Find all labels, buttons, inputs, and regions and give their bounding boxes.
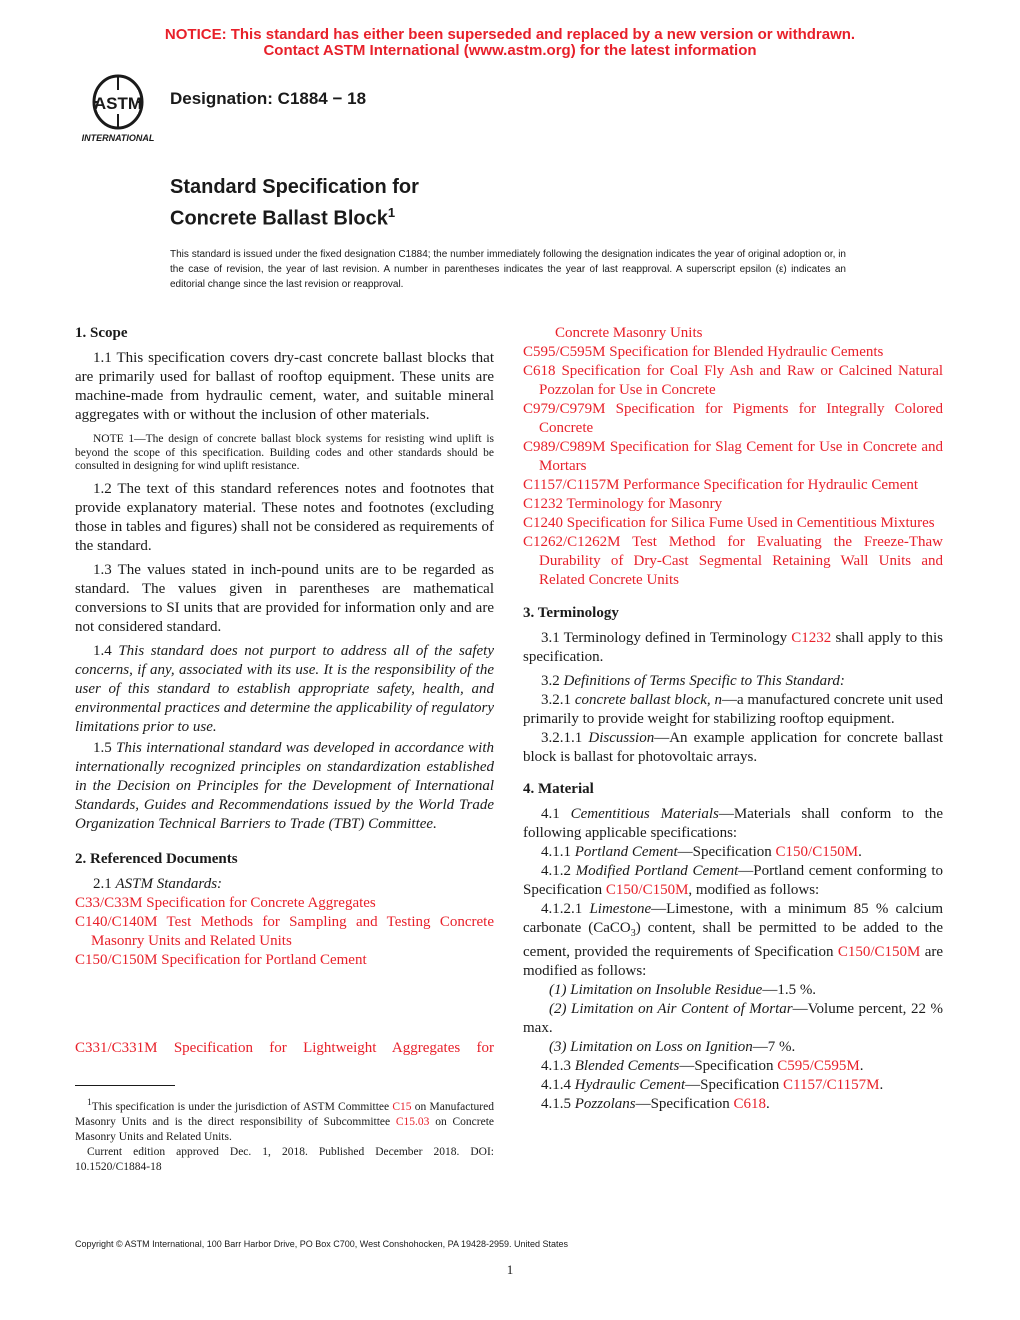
- ref-c595[interactable]: C595/C595M Specification for Blended Hydraulic Cements: [523, 344, 884, 360]
- page-number: 1: [506, 1262, 514, 1277]
- para-3-2: 3.2 Definitions of Terms Specific to This Standard:: [541, 673, 845, 689]
- note-1: NOTE 1—The design of concrete ballast block systems for resisting wind uplift is beyond the scope of this specification. Building codes and other standards should be consulted in designing for wind uplift resistance.: [75, 433, 494, 472]
- title-line-1: Standard Specification for: [170, 176, 419, 198]
- footnote-edition: Current edition approved Dec. 1, 2018. Published December 2018. DOI: 10.1520/C1884-18: [75, 1145, 494, 1173]
- footnote-1: $^1$This specification is under the jurisdiction of ASTM Committee C15 on Manufactured Masonry Units and is the direct responsibility of Subcommittee C15.03 on Concrete Masonry Units and Related Units. Current edition approved Dec. 1, 2018. Published December 2018. DOI: 10.1520/C1884-18: [75, 1097, 494, 1173]
- ref-c989[interactable]: C989/C989M Specification for Slag Cement for Use in Concrete and Mortars: [523, 439, 943, 474]
- ref-c1157[interactable]: C1157/C1157M Performance Specification for Hydraulic Cement: [523, 477, 919, 493]
- c150-link-1[interactable]: C150/C150M: [775, 844, 859, 860]
- section-heading-terminology: 3. Terminology: [523, 605, 619, 621]
- para-1-2: 1.2 The text of this standard references notes and footnotes that provide explanatory material. These notes and footnotes (excluding those in tables and figures) shall not be considered as requirements of the standard.: [75, 480, 494, 554]
- limitation-3: (3) Limitation on Loss on Ignition—7 %.: [549, 1039, 796, 1055]
- logo-caption: INTERNATIONAL: [81, 133, 155, 143]
- document-title: [170, 174, 419, 232]
- c595-link[interactable]: C595/C595M: [777, 1058, 860, 1074]
- right-column: [523, 324, 943, 1114]
- ref-c1240[interactable]: C1240 Specification for Silica Fume Used in Cementitious Mixtures: [523, 515, 935, 531]
- footnote-c15-link[interactable]: C15: [392, 1100, 412, 1113]
- para-4-1-2-1: 4.1.2.1 Limestone—Limestone, with a minimum 85 % calcium carbonate (CaCO$_3$) content, shall be permitted to be added to the cement, provided the requirements of Specification C150/C150M are modified as follows:: [523, 901, 944, 979]
- ref-c1262[interactable]: C1262/C1262M Test Method for Evaluating the Freeze-Thaw Durability of Dry-Cast Segmental Retaining Wall Units and Related Concrete Units: [523, 534, 944, 588]
- copyright: Copyright © ASTM International, 100 Barr Harbor Drive, PO Box C700, West Conshohocken, PA 19428-2959. United States: [75, 1239, 569, 1249]
- footnote-rule: [75, 1085, 175, 1086]
- ref-c33[interactable]: C33/C33M Specification for Concrete Aggregates: [75, 894, 376, 911]
- para-2-1: 2.1 ASTM Standards:: [93, 875, 223, 892]
- ref-c331-continued[interactable]: Concrete Masonry Units: [555, 325, 703, 341]
- para-4-1: 4.1 Cementitious Materials—Materials shall conform to the following applicable specifications:: [523, 806, 943, 841]
- c1157-link[interactable]: C1157/C1157M: [783, 1077, 880, 1093]
- limitation-1: (1) Limitation on Insoluble Residue—1.5 %.: [549, 982, 817, 998]
- ref-c150[interactable]: C150/C150M Specification for Portland Cement: [75, 951, 367, 968]
- section-heading-scope: 1. Scope: [75, 325, 128, 341]
- astm-logo: [76, 72, 160, 144]
- footnote-c1503-link[interactable]: C15.03: [395, 1115, 430, 1128]
- para-3-2-1: 3.2.1 concrete ballast block, n—a manufactured concrete unit used primarily to provide weight for stabilizing rooftop equipment.: [523, 692, 943, 727]
- ref-c618[interactable]: C618 Specification for Coal Fly Ash and Raw or Calcined Natural Pozzolan for Use in Concrete: [523, 363, 944, 398]
- c150-link-3[interactable]: C150/C150M: [837, 944, 921, 960]
- section-heading-material: 4. Material: [523, 781, 594, 797]
- ref-c140[interactable]: C140/C140M Test Methods for Sampling and Testing Concrete Masonry Units and Related Units: [75, 913, 494, 949]
- para-4-1-2: 4.1.2 Modified Portland Cement—Portland cement conforming to Specification C150/C150M, modified as follows:: [523, 863, 943, 898]
- ref-c979[interactable]: C979/C979M Specification for Pigments for Integrally Colored Concrete: [523, 401, 944, 436]
- notice-line-2: Contact ASTM International (www.astm.org) for the latest information: [263, 42, 757, 59]
- ref-c331-text-part: Specification for Lightweight Aggregates for: [173, 1040, 494, 1056]
- left-column: [75, 324, 494, 970]
- para-1-1: 1.1 This specification covers dry-cast concrete ballast blocks that are primarily used for ballast of rooftop equipment. These units are machine-made from hydraulic cement, water, and suitable mineral aggregates with or without the inclusion of other materials.: [75, 350, 494, 423]
- limitation-2: (2) Limitation on Air Content of Mortar—Volume percent, 22 % max.: [523, 1001, 944, 1036]
- para-3-2-1-1: 3.2.1.1 Discussion—An example application for concrete ballast block is ballast for photovoltaic arrays.: [523, 730, 944, 765]
- title-footnote-mark: 1: [387, 205, 396, 220]
- para-1-5: 1.5 This international standard was developed in accordance with internationally recognized principles on standardization established in the Decision on Principles for the Development of International Standards, Guides and Recommendations issued by the World Trade Organization Technical Barriers to Trade (TBT) Committee.: [75, 739, 494, 832]
- para-4-1-5: 4.1.5 Pozzolans—Specification C618.: [541, 1096, 770, 1112]
- term-c1232-link[interactable]: C1232: [791, 630, 832, 646]
- c150-link-2[interactable]: C150/C150M: [605, 882, 689, 898]
- ref-c1232[interactable]: C1232 Terminology for Masonry: [523, 496, 723, 512]
- c618-link[interactable]: C618: [733, 1096, 766, 1112]
- para-1-4: 1.4 This standard does not purport to address all of the safety concerns, if any, associated with its use. It is the responsibility of the user of this standard to establish appropriate safety, health, and environmental practices and determine the applicability of regulatory limitations prior to use.: [75, 642, 495, 735]
- section-heading-referenced: 2. Referenced Documents: [75, 850, 238, 867]
- designation: Designation: C1884 − 18: [170, 89, 367, 108]
- ref-c331-start[interactable]: C331/C331M Specification for Lightweight Aggregates for: [75, 1040, 494, 1056]
- logo-letters: ASTM: [93, 94, 143, 113]
- para-4-1-3: 4.1.3 Blended Cements—Specification C595/C595M.: [541, 1058, 864, 1074]
- para-4-1-1: 4.1.1 Portland Cement—Specification C150/C150M.: [541, 844, 862, 860]
- title-line-2: Concrete Ballast Block$^1$: [170, 205, 396, 230]
- para-3-1: 3.1 Terminology defined in Terminology C1232 shall apply to this specification.: [523, 630, 943, 665]
- para-4-1-4: 4.1.4 Hydraulic Cement—Specification C1157/C1157M.: [541, 1077, 884, 1093]
- issued-note: This standard is issued under the fixed designation C1884; the number immediately following the designation indicates the year of original adoption or, in the case of revision, the year of last revision. A number in parentheses indicates the year of last reapproval. A superscript epsilon (ε) indicates an editorial change since the last revision or reapproval.: [170, 249, 846, 290]
- withdrawal-notice: [0, 27, 1020, 59]
- para-1-3: 1.3 The values stated in inch-pound units are to be regarded as standard. The values given in parentheses are mathematical conversions to SI units that are provided for information only and are not considered standard.: [75, 561, 494, 635]
- notice-line-1: NOTICE: This standard has either been superseded and replaced by a new version or withdrawn.: [164, 26, 856, 43]
